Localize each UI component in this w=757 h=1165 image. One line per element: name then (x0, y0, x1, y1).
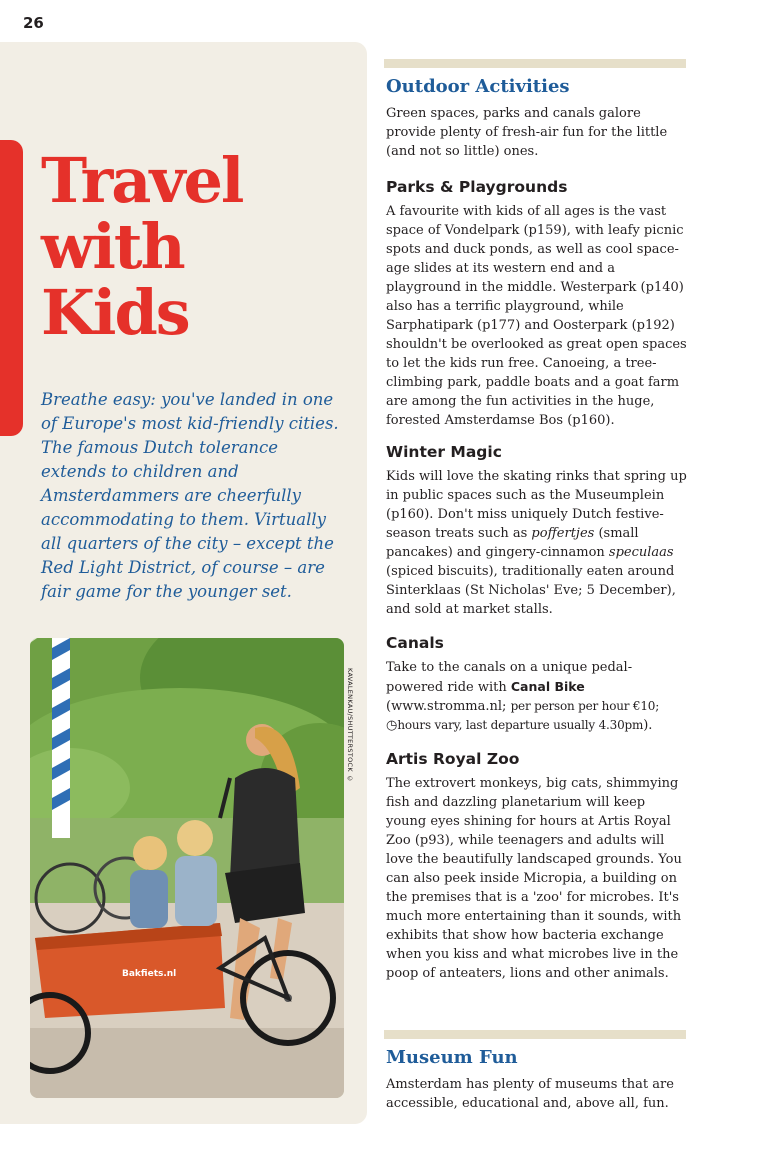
chapter-intro: Breathe easy: you've landed in one of Europe's most kid-friendly cities. The famous Dutch tolerance extends to children and Amsterdammers are cheerfully accommodating to them. Virtually all quarters of the city – except the Red Light District, of course – are fair game for the younger set. (41, 390, 339, 601)
page-number: 26 (23, 14, 44, 32)
bike-brand-label: Bakfiets.nl (122, 969, 177, 979)
photo-credit: KAVALENKAU/SHUTTERSTOCK © (346, 668, 354, 783)
zoo-heading: Artis Royal Zoo (386, 750, 520, 768)
clock-icon: ◷ (386, 718, 398, 733)
canals-price: per person per hour €10; (510, 699, 660, 713)
outdoor-activities-heading: Outdoor Activities (386, 76, 570, 97)
section-rule (384, 59, 686, 68)
speculaas-term: speculaas (608, 545, 674, 560)
winter-text-part: Kids will love the skating rinks that spring up in public spaces such as the Museumplein (p160). Don't miss uniquely Dutch festive-season treats such as (386, 469, 687, 541)
chapter-tab-marker (0, 140, 23, 436)
canals-text (386, 658, 688, 735)
winter-text-part: (small pancakes) and gingery-cinnamon (386, 526, 639, 560)
poffertjes-term: poffertjes (531, 526, 595, 541)
chapter-title-line: with (41, 210, 184, 283)
canals-text-part: (www.stromma.nl; (386, 699, 511, 714)
parks-text: A favourite with kids of all ages is the vast space of Vondelpark (p159), with leafy picnic spots and duck ponds, as well as cool space-age slides at its western end and a playground in the middle. Westerpark (p140) also has a terrific playground, while Sarphatipark (p177) and Oosterpark (p192) shouldn't be overlooked as great open spaces to let the kids run free. Canoeing, a tree-climbing park, paddle boats and a goat farm are among the fun activities in the huge, forested Amsterdamse Bos (p160). (386, 204, 687, 428)
chapter-title-line: Travel (41, 144, 243, 217)
canals-text-part: ). (643, 718, 653, 733)
museum-fun-intro: Amsterdam has plenty of museums that are accessible, educational and, above all, fun. (386, 1077, 674, 1111)
winter-text (386, 467, 688, 619)
winter-heading: Winter Magic (386, 443, 502, 461)
canal-bike-name: Canal Bike (510, 679, 585, 694)
zoo-text: The extrovert monkeys, big cats, shimmying fish and dazzling planetarium will keep young eyes shining for hours at Artis Royal Zoo (p93), while teenagers and adults will love the beautifully landscaped grounds. You can also peek inside Micropia, a building on the premises that is a 'zoo' for microbes. It's much more entertaining than it sounds, with exhibits that show how bacteria exchange when you kiss and what microbes live in the poop of anteaters, lions and other animals. (386, 776, 682, 981)
outdoor-activities-intro: Green spaces, parks and canals galore provide plenty of fresh-air fun for the little (and not so little) ones. (386, 106, 668, 159)
chapter-title-line: Kids (41, 276, 189, 349)
canals-hours: hours vary, last departure usually 4.30pm (397, 718, 644, 732)
chapter-title (41, 144, 243, 349)
cargo-bike-photo (30, 638, 344, 1098)
canals-text-part: Take to the canals on a unique pedal-powered ride with (386, 660, 633, 695)
section-rule (384, 1030, 686, 1039)
museum-fun-heading: Museum Fun (386, 1047, 518, 1068)
parks-heading: Parks & Playgrounds (386, 178, 568, 196)
winter-text-part: (spiced biscuits), traditionally eaten around Sinterklaas (St Nicholas' Eve; 5 December), and sold at market stalls. (386, 564, 676, 617)
canals-heading: Canals (386, 634, 444, 652)
